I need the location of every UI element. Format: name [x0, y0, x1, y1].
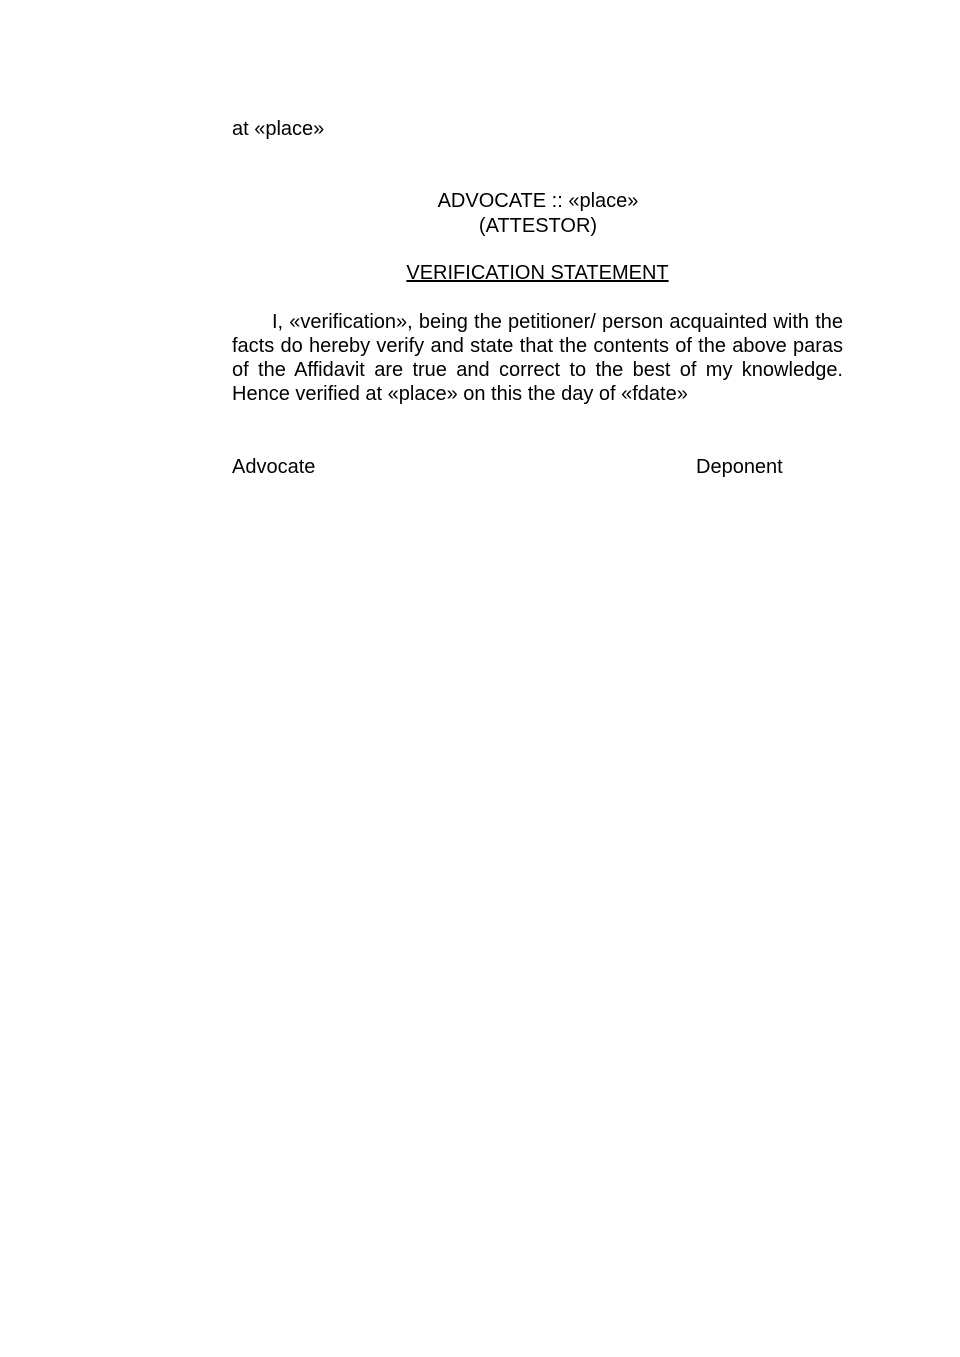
signature-deponent: Deponent — [696, 456, 783, 478]
verification-paragraph: I, «verification», being the petitioner/ person acquainted with the facts do hereby verify and state that the contents of the above paras of the Affidavit are true and correct to the best of my knowledge. Hence verified at «place» on this the day of «fdate» — [232, 311, 843, 405]
section-heading — [232, 261, 843, 285]
place-line: at «place» — [232, 118, 325, 140]
signature-advocate: Advocate — [232, 456, 316, 478]
verification-heading: VERIFICATION STATEMENT — [406, 262, 669, 284]
attestor-title: ADVOCATE :: «place» — [437, 190, 639, 212]
attestor-block — [400, 189, 676, 239]
attestor-role: (ATTESTOR) — [478, 215, 598, 237]
